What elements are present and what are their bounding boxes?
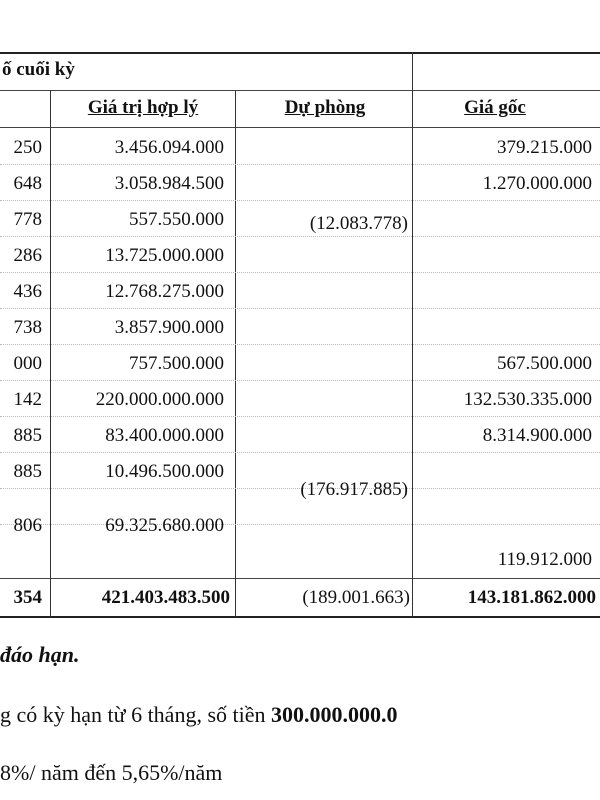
- paragraph-line-1-text: g có kỳ hạn từ 6 tháng, số tiền: [0, 702, 271, 727]
- table-cell: 3.857.900.000: [114, 317, 224, 338]
- table-cell: 10.496.500.000: [105, 461, 224, 482]
- table-cell: 885: [13, 461, 42, 482]
- table-cell: 250: [13, 137, 42, 158]
- col-divider-1: [50, 90, 51, 617]
- table-cell: 557.550.000: [129, 209, 224, 230]
- table-cell: 3.456.094.000: [114, 137, 224, 158]
- col-header-fair-value: Giá trị hợp lý: [87, 97, 199, 118]
- table-cell: 648: [13, 173, 42, 194]
- group-header: ố cuối kỳ: [2, 59, 75, 80]
- header-bottom-border: [0, 127, 600, 128]
- total-cost: 143.181.862.000: [467, 587, 596, 608]
- table-cell: 806: [13, 515, 42, 536]
- table-cell: 436: [13, 281, 42, 302]
- table-cell: 12.768.275.000: [105, 281, 224, 302]
- col-header-cost: Giá gốc: [464, 97, 526, 118]
- table-cell: 567.500.000: [497, 353, 592, 374]
- table-cell: 83.400.000.000: [105, 425, 224, 446]
- table-bottom-border: [0, 616, 600, 618]
- total-top-border: [0, 578, 600, 579]
- col-divider-2: [235, 90, 236, 617]
- table-cell: (176.917.885): [300, 479, 408, 500]
- table-top-border: [0, 52, 600, 54]
- table-cell: 286: [13, 245, 42, 266]
- header-divider: [0, 90, 600, 91]
- table-cell: 3.058.984.500: [114, 173, 224, 194]
- table-cell: 000: [13, 353, 42, 374]
- total-cell: 354: [13, 587, 42, 608]
- table-cell: 757.500.000: [129, 353, 224, 374]
- paragraph-line-2: 8%/ năm đến 5,65%/năm: [0, 760, 223, 785]
- table-cell: (12.083.778): [309, 213, 408, 234]
- table-cell: 778: [13, 209, 42, 230]
- table-cell: 379.215.000: [497, 137, 592, 158]
- table-cell: 885: [13, 425, 42, 446]
- table-cell: 738: [13, 317, 42, 338]
- paragraph-line-1: [0, 702, 398, 728]
- total-fair-value: 421.403.483.500: [101, 587, 230, 608]
- table-cell: 119.912.000: [497, 549, 592, 570]
- total-provision: (189.001.663): [302, 587, 410, 608]
- deposit-amount: 300.000.000.0: [271, 702, 398, 727]
- section-heading: đáo hạn.: [0, 642, 80, 667]
- table-cell: 13.725.000.000: [105, 245, 224, 266]
- col-divider-3: [412, 52, 413, 617]
- table-cell: 220.000.000.000: [95, 389, 224, 410]
- table-cell: 8.314.900.000: [482, 425, 592, 446]
- table-cell: 1.270.000.000: [482, 173, 592, 194]
- col-header-provision: Dự phòng: [284, 97, 366, 118]
- table-cell: 69.325.680.000: [105, 515, 224, 536]
- table-cell: 142: [13, 389, 42, 410]
- table-cell: 132.530.335.000: [463, 389, 592, 410]
